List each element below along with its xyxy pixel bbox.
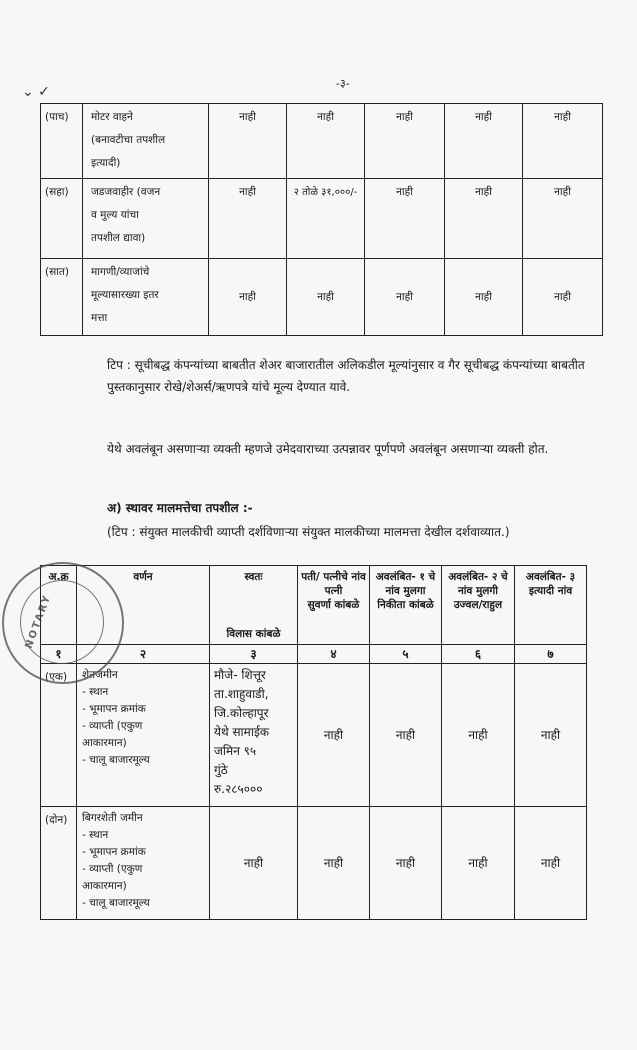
cell-value: नाही — [209, 104, 287, 179]
cell-value: नाही — [370, 807, 442, 920]
column-number: २ — [77, 645, 210, 664]
table-row — [41, 259, 603, 336]
column-number: ४ — [298, 645, 370, 664]
table-row — [41, 807, 587, 920]
row-label: मागणी/व्याजांचे मूल्यासारख्या इतर मत्ता — [83, 259, 209, 336]
cell-value: नाही — [287, 104, 365, 179]
column-number: ७ — [515, 645, 587, 664]
cell-value: नाही — [523, 259, 603, 336]
section-note: (टिप : संयुक्त मालकीची व्याप्ती दर्शविणाऱ्या संयुक्त मालकीच्या मालमत्ता देखील दर्शवाव्यात.) — [107, 525, 510, 539]
row-index: (पाच) — [41, 104, 83, 179]
header-dependent-1: अवलंबित- १ चे नांव मुलगा निकीता कांबळे — [370, 566, 442, 645]
cell-value: नाही — [445, 259, 523, 336]
row-description: शेतजमीन - स्थान - भूमापन क्रमांक - व्याप्ती (एकुण आकारमान) - चालू बाजारमूल्य — [77, 664, 210, 807]
notary-stamp — [2, 562, 124, 684]
header-spouse: पती/ पत्नीचे नांव पत्नी सुवर्णा कांबळे — [298, 566, 370, 645]
header-dependent-2: अवलंबित- २ चे नांव मुलगी उज्वल/राहुल — [442, 566, 515, 645]
self-property-details: मौजे- शित्तूर ता.शाहुवाडी, जि.कोल्हापूर येथे सामाईक जमिन ९५ गुंठे रु.२८५००० — [210, 664, 298, 807]
dependents-paragraph: येथे अवलंबून असणाऱ्या व्यक्ती म्हणजे उमेदवाराच्या उत्पन्नावर पूर्णपणे अवलंबून असणाऱ्या व्यक्ती होत. — [107, 442, 549, 456]
table-row — [41, 104, 603, 179]
cell-value: नाही — [209, 179, 287, 259]
column-number: ३ — [210, 645, 298, 664]
row-label: जडजवाहीर (वजन व मुल्य यांचा तपशील द्यावा) — [83, 179, 209, 259]
header-dependent-3: अवलंबित- ३ इत्यादी नांव — [515, 566, 587, 645]
cell-value: नाही — [523, 104, 603, 179]
cell-value: नाही — [287, 259, 365, 336]
valuation-note: टिप : सूचीबद्ध कंपन्यांच्या बाबतीत शेअर बाजारातील अलिकडील मूल्यांनुसार व गैर सूचीबद्ध कंपन्यांच्या बाबतीत पुस्तकानुसार रोखे/शेअर्स/ऋणपत्रे यांचे मूल्य देण्यात यावे. — [107, 358, 585, 394]
table-row — [41, 664, 587, 807]
corner-mark: ⌄ ✓ — [22, 84, 50, 100]
cell-value: नाही — [298, 807, 370, 920]
header-self: स्वतः विलास कांबळे — [210, 566, 298, 645]
cell-value: नाही — [445, 104, 523, 179]
header-description: वर्णन — [77, 566, 210, 645]
row-index: (सहा) — [41, 179, 83, 259]
cell-value: नाही — [445, 179, 523, 259]
cell-value: नाही — [515, 664, 587, 807]
row-label: मोटर वाहने (बनावटीचा तपशील इत्यादी) — [83, 104, 209, 179]
column-number-row — [41, 645, 587, 664]
movable-assets-table — [40, 103, 603, 336]
self-property-details: नाही — [210, 807, 298, 920]
stamp-text: NOTARY — [23, 592, 54, 651]
row-index: (एक) — [41, 664, 77, 807]
column-number: ६ — [442, 645, 515, 664]
row-index: (दोन) — [41, 807, 77, 920]
cell-value: नाही — [515, 807, 587, 920]
table-row — [41, 179, 603, 259]
cell-value: नाही — [209, 259, 287, 336]
cell-value: नाही — [370, 664, 442, 807]
cell-value: नाही — [365, 259, 445, 336]
column-number: १ — [41, 645, 77, 664]
header-sr: अ.क्र — [41, 566, 77, 645]
cell-value: २ तोळे ३१,०००/- — [287, 179, 365, 259]
row-description: बिगरशेती जमीन - स्थान - भूमापन क्रमांक - व्याप्ती (एकुण आकारमान) - चालू बाजारमूल्य — [77, 807, 210, 920]
column-number: ५ — [370, 645, 442, 664]
cell-value: नाही — [523, 179, 603, 259]
cell-value: नाही — [298, 664, 370, 807]
row-index: (सात) — [41, 259, 83, 336]
page-number: -३- — [336, 77, 350, 90]
cell-value: नाही — [442, 664, 515, 807]
section-heading: अ) स्थावर मालमत्तेचा तपशील :- — [107, 501, 253, 515]
cell-value: नाही — [442, 807, 515, 920]
cell-value: नाही — [365, 179, 445, 259]
cell-value: नाही — [365, 104, 445, 179]
